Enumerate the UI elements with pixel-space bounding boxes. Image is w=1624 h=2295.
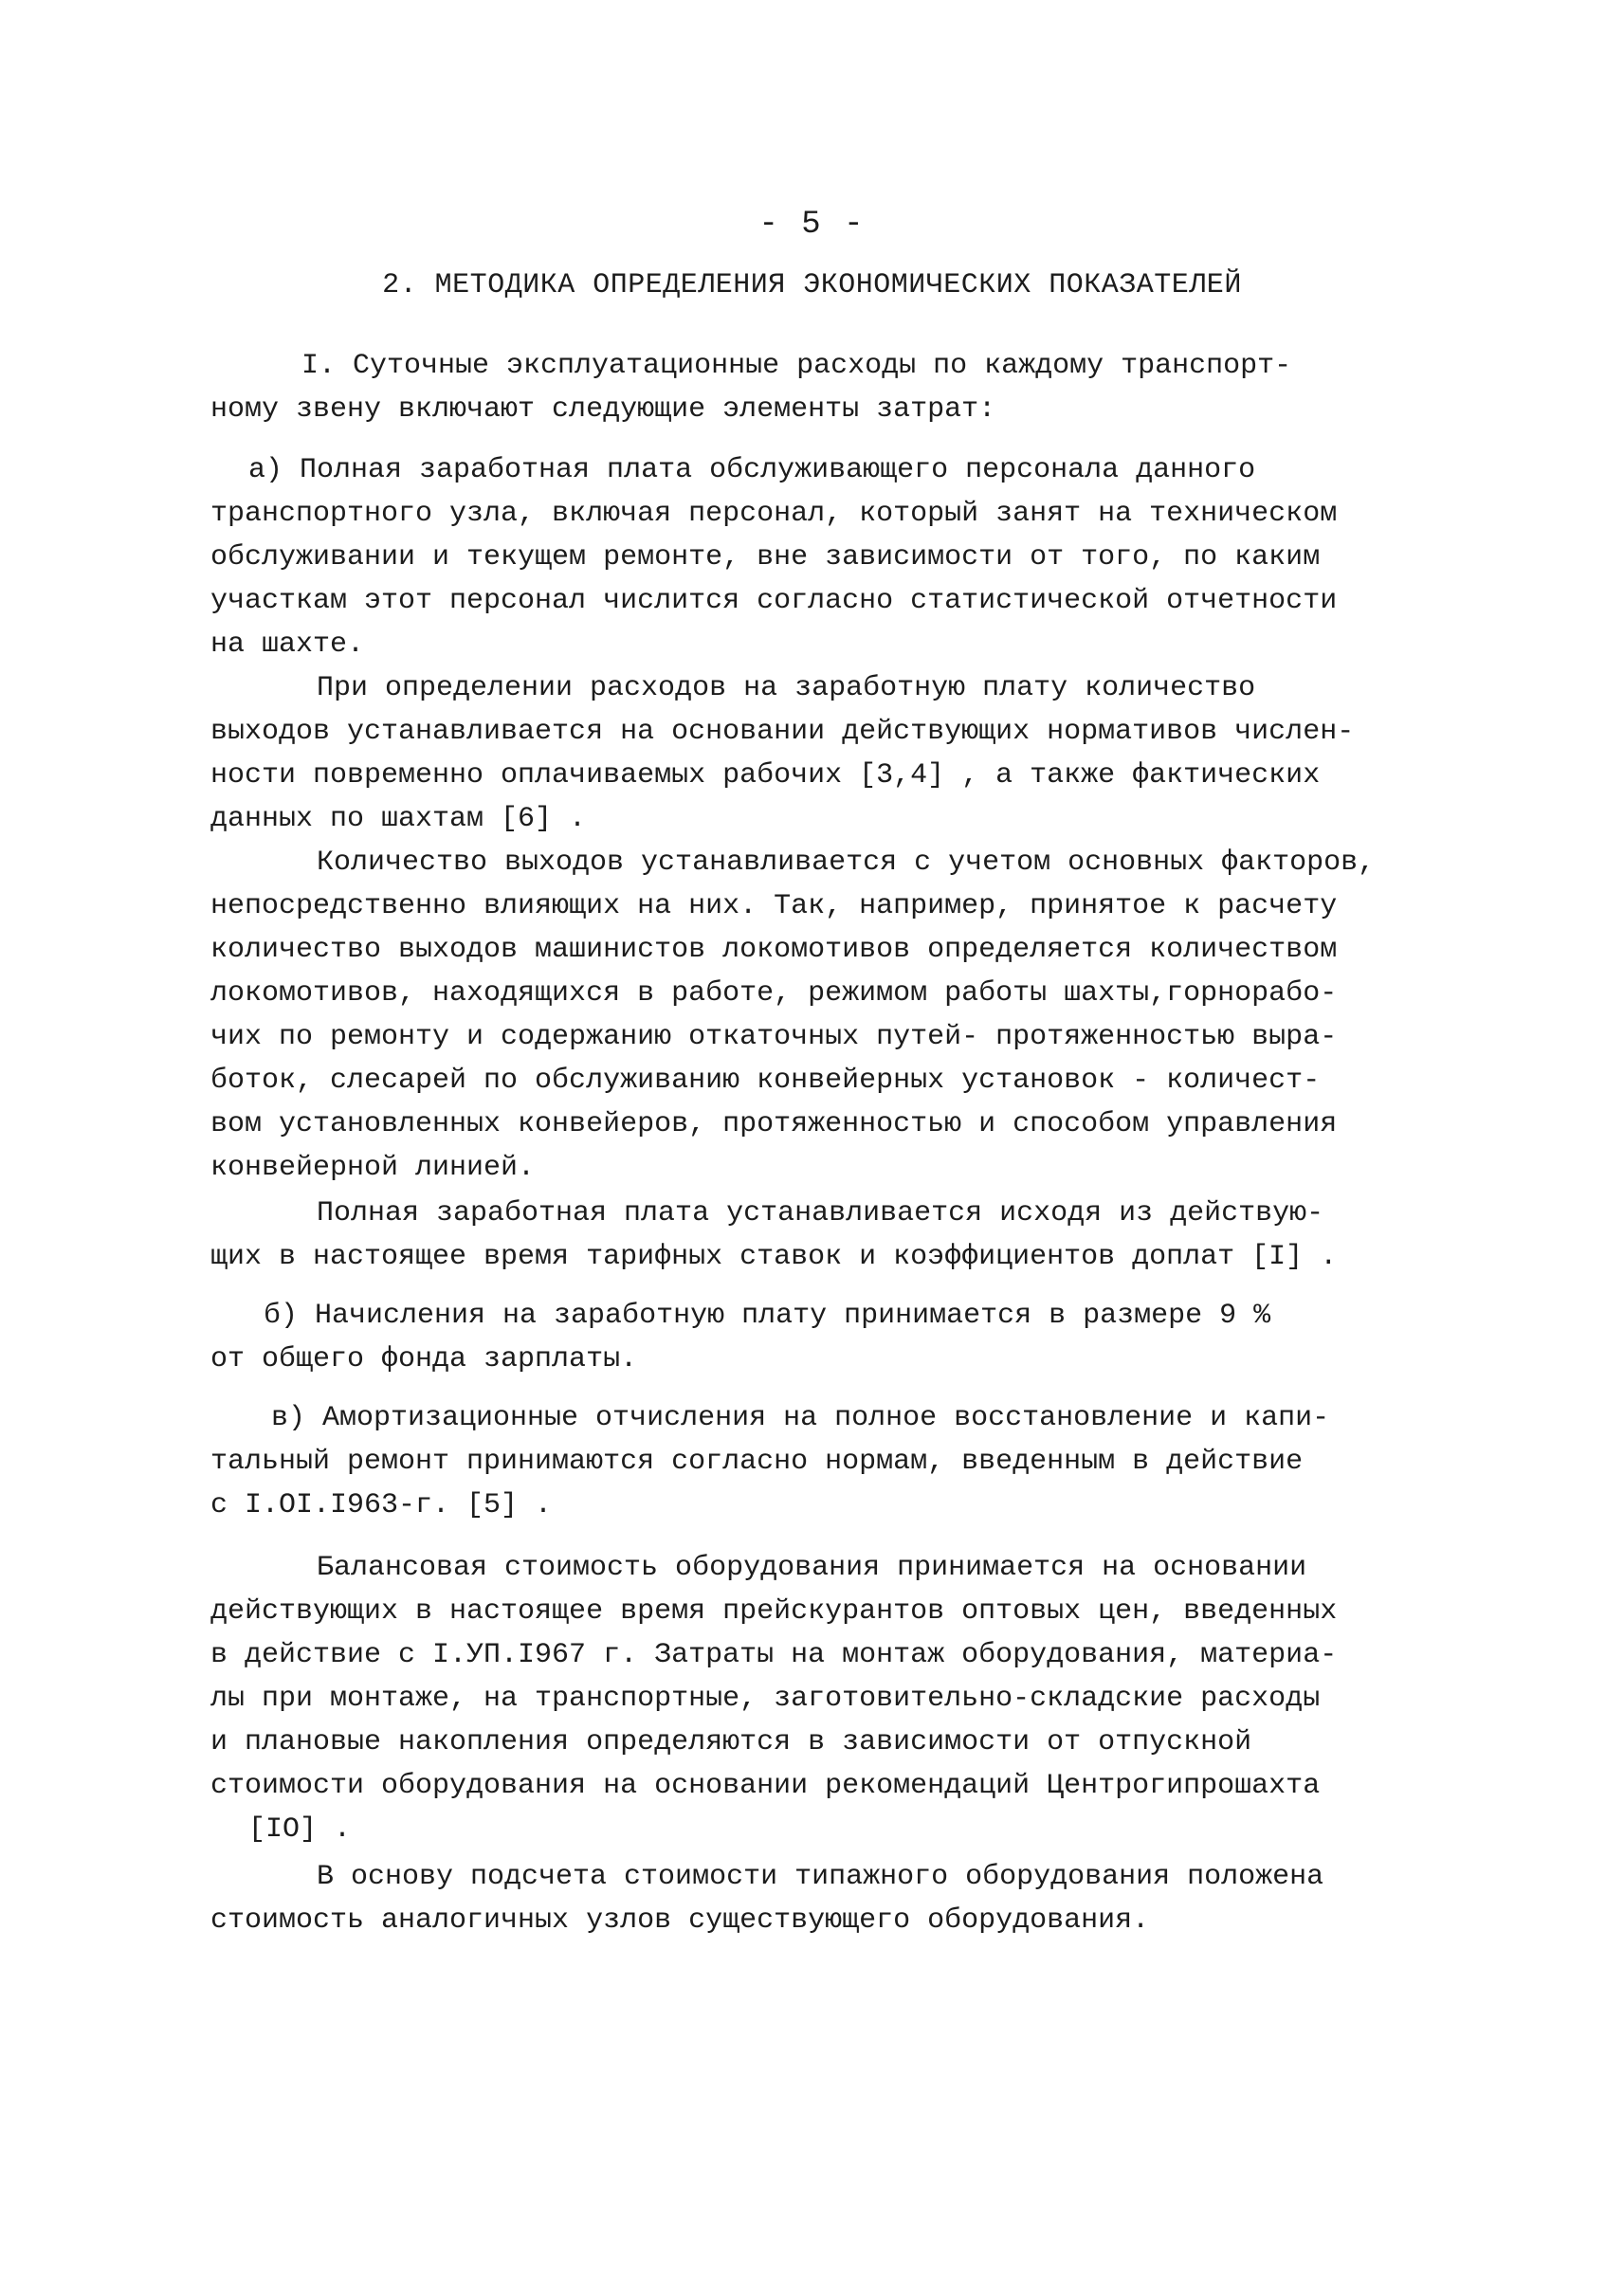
text-line: в) Амортизационные отчисления на полное восстановление и капи- xyxy=(271,1402,1330,1434)
text-line: стоимость аналогичных узлов существующего оборудования. xyxy=(210,1904,1150,1937)
text-line: лы при монтаже, на транспортные, заготовительно-складские расходы xyxy=(210,1683,1321,1715)
text-line: и плановые накопления определяются в зависимости от отпускной xyxy=(210,1726,1252,1758)
text-line: с I.OI.I963-г. [5] . xyxy=(210,1489,553,1521)
text-line: данных по шахтам [6] . xyxy=(210,803,587,835)
text-line: в действие с I.УП.I967 г. Затраты на монтаж оборудования, материа- xyxy=(210,1639,1338,1671)
text-line: локомотивов, находящихся в работе, режимом работы шахты,горнорабо- xyxy=(210,977,1338,1010)
text-line: В основу подсчета стоимости типажного оборудования положена xyxy=(317,1861,1324,1893)
text-line: выходов устанавливается на основании действующих нормативов числен- xyxy=(210,716,1355,748)
text-line: боток, слесарей по обслуживанию конвейерных установок - количест- xyxy=(210,1065,1321,1097)
text-line: При определении расходов на заработную плату количество xyxy=(317,672,1256,704)
text-line: тальный ремонт принимаются согласно нормам, введенным в действие xyxy=(210,1446,1304,1478)
text-line: чих по ремонту и содержанию откаточных путей- протяженностью выра- xyxy=(210,1021,1338,1053)
section-title: 2. МЕТОДИКА ОПРЕДЕЛЕНИЯ ЭКОНОМИЧЕСКИХ ПОКАЗАТЕЛЕЙ xyxy=(382,269,1242,301)
text-line: ности повременно оплачиваемых рабочих [3,4] , а также фактических xyxy=(210,759,1321,792)
text-line: б) Начисления на заработную плату принимается в размере 9 % xyxy=(264,1300,1271,1332)
text-line: Количество выходов устанавливается с учетом основных факторов, xyxy=(317,847,1376,879)
text-line: щих в настоящее время тарифных ставок и коэффициентов доплат [I] . xyxy=(210,1241,1338,1273)
text-line: ному звену включают следующие элементы затрат: xyxy=(210,393,996,426)
text-line: непосредственно влияющих на них. Так, например, принятое к расчету xyxy=(210,890,1338,922)
text-line: действующих в настоящее время прейскурантов оптовых цен, введенных xyxy=(210,1595,1338,1628)
page-number: - 5 - xyxy=(758,207,866,243)
text-line: [IO] . xyxy=(248,1813,352,1846)
text-line: стоимости оборудования на основании рекомендаций Центрогипрошахта xyxy=(210,1770,1321,1802)
text-line: обслуживании и текущем ремонте, вне зависимости от того, по каким xyxy=(210,541,1321,574)
text-line: количество выходов машинистов локомотивов определяется количеством xyxy=(210,934,1338,966)
text-line: транспортного узла, включая персонал, который занят на техническом xyxy=(210,498,1338,530)
text-line: на шахте. xyxy=(210,628,365,661)
text-line: конвейерной линией. xyxy=(210,1152,536,1184)
text-line: участкам этот персонал числится согласно статистической отчетности xyxy=(210,585,1338,617)
text-line: от общего фонда зарплаты. xyxy=(210,1343,638,1375)
text-line: Балансовая стоимость оборудования принимается на основании xyxy=(317,1552,1307,1584)
text-line: а) Полная заработная плата обслуживающего персонала данного xyxy=(248,454,1256,486)
text-line: вом установленных конвейеров, протяженностью и способом управления xyxy=(210,1108,1338,1140)
text-line: Полная заработная плата устанавливается исходя из действую- xyxy=(317,1197,1324,1229)
text-line: I. Суточные эксплуатационные расходы по каждому транспорт- xyxy=(301,350,1292,382)
